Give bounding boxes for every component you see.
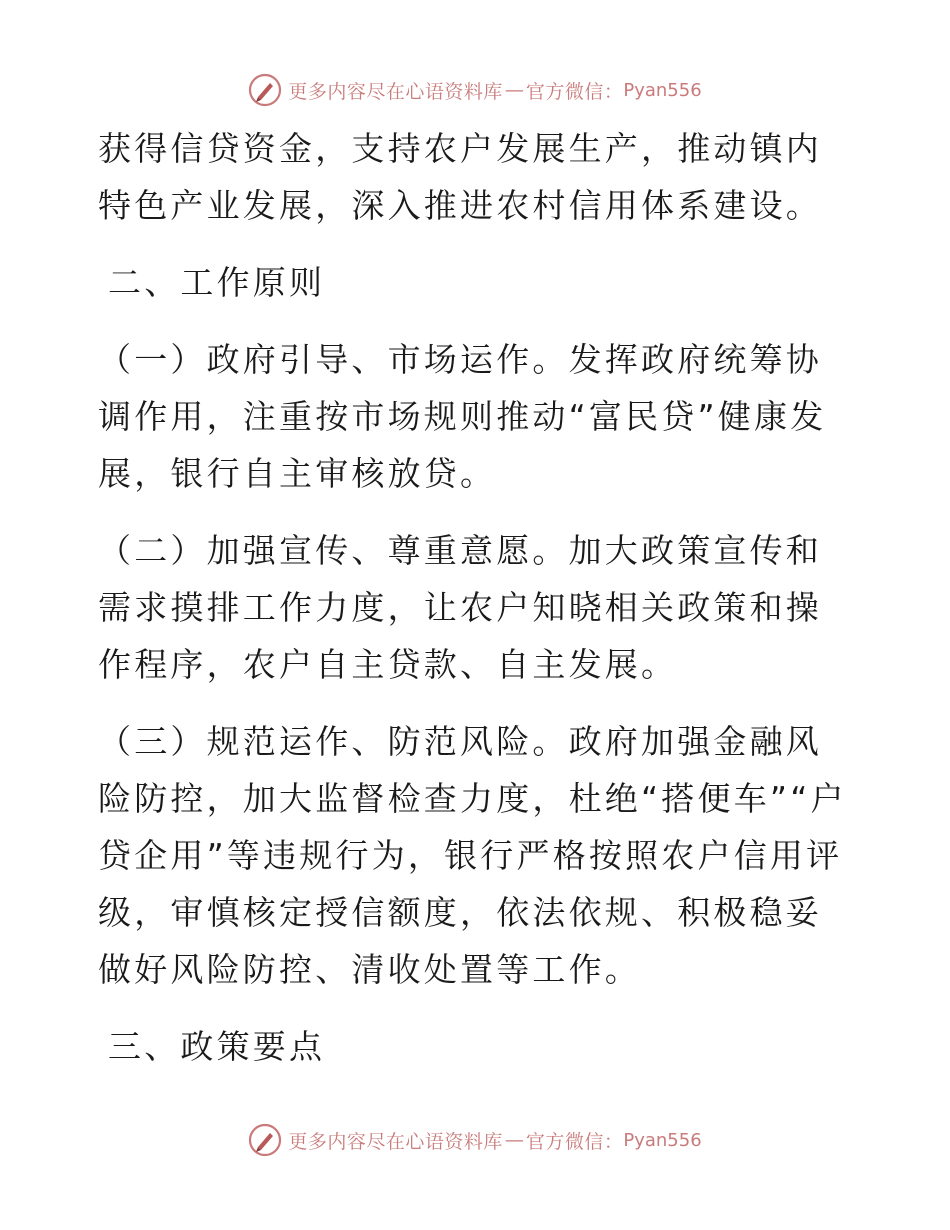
watermark-separator: — bbox=[504, 79, 524, 101]
pen-logo-icon bbox=[248, 1123, 282, 1157]
watermark-contact-label: 官方微信： bbox=[525, 1130, 624, 1153]
section-heading-policy-points: 三、政策要点 bbox=[108, 1027, 326, 1066]
paragraph-principle-2: （二）加强宣传、尊重意愿。加大政策宣传和需求摸排工作力度，让农户知晓相关政策和操作程序，农户自主贷款、自主发展。 bbox=[98, 531, 822, 684]
watermark-text: 更多内容尽在心语资料库 bbox=[288, 1130, 503, 1153]
footer-watermark bbox=[0, 1120, 950, 1160]
section-heading-principles: 二、工作原则 bbox=[108, 263, 326, 302]
pen-logo-icon bbox=[248, 73, 282, 107]
document-body bbox=[98, 120, 858, 1095]
header-watermark bbox=[0, 70, 950, 110]
paragraph-principle-3: （三）规范运作、防范风险。政府加强金融风险防控，加大监督检查力度，杜绝“搭便车”“户贷企用”等违规行为，银行严格按照农户信用评级，审慎核定授信额度，依法依规、积极稳妥做好风险防控、清收处置等工作。 bbox=[98, 722, 847, 989]
paragraph-principle-1: （一）政府引导、市场运作。发挥政府统筹协调作用，注重按市场规则推动“富民贷”健康发展，银行自主审核放贷。 bbox=[98, 340, 827, 493]
watermark-contact-label: 官方微信： bbox=[525, 80, 624, 103]
watermark-text: 更多内容尽在心语资料库 bbox=[288, 80, 503, 103]
paragraph-continuation: 获得信贷资金，支持农户发展生产，推动镇内特色产业发展，深入推进农村信用体系建设。 bbox=[98, 129, 822, 225]
watermark-contact-id: Pyan556 bbox=[623, 79, 702, 101]
watermark-separator: — bbox=[504, 1129, 524, 1151]
watermark-contact-id: Pyan556 bbox=[623, 1129, 702, 1151]
